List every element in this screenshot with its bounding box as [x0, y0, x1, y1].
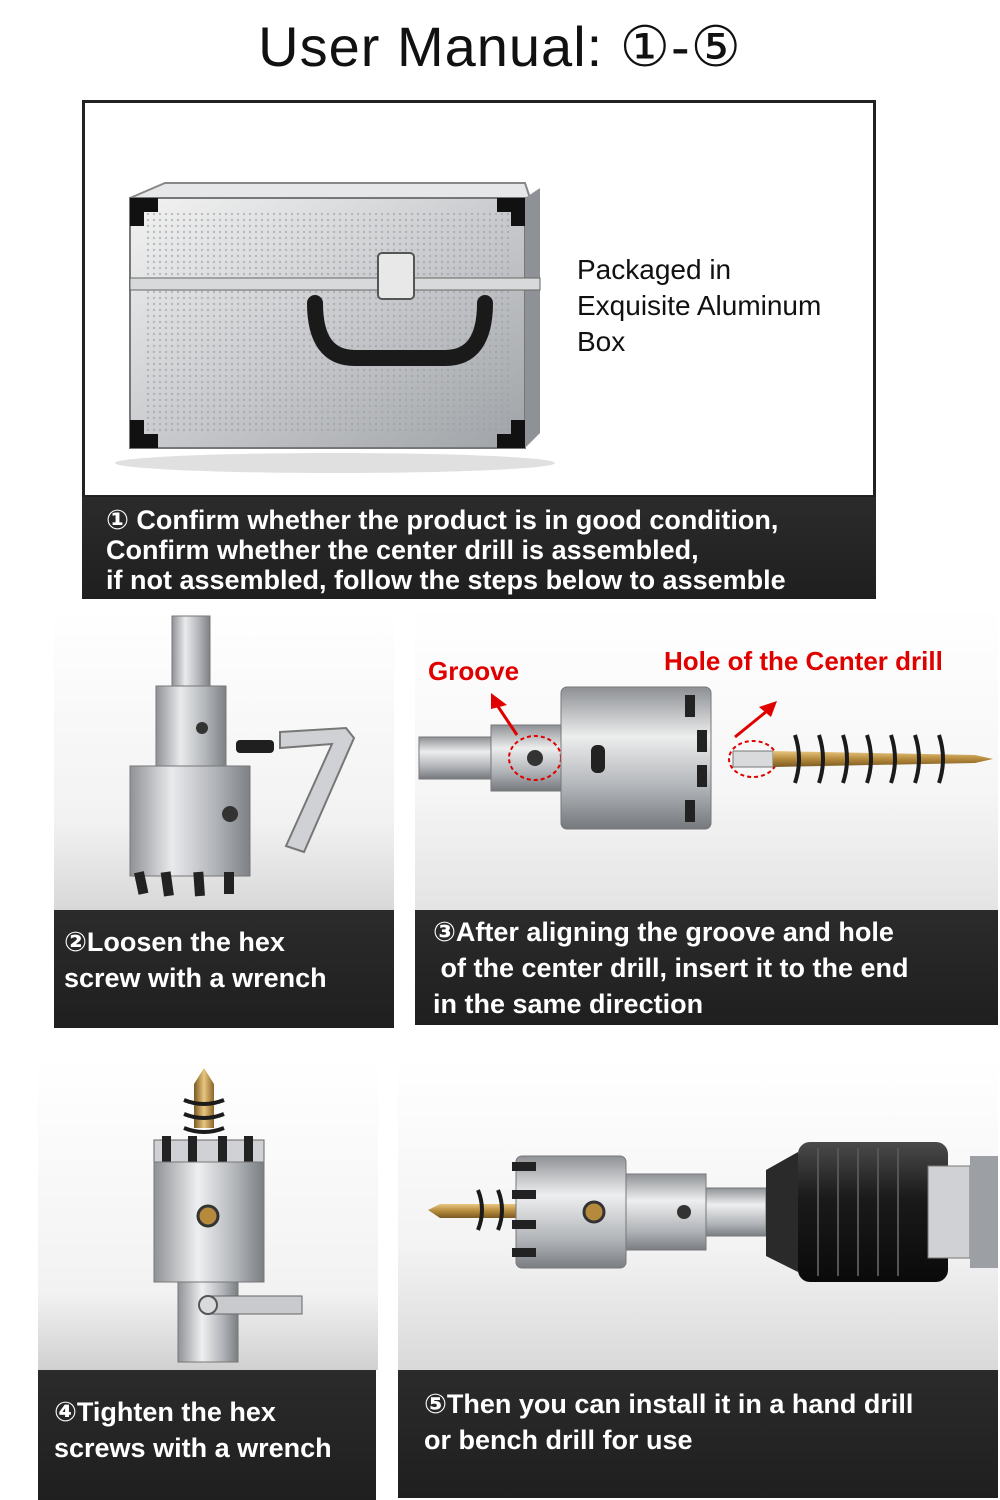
page-title: User Manual: ①-⑤: [258, 15, 742, 78]
packaging-label: [577, 252, 821, 360]
caption-line: ②Loosen the hex: [64, 927, 285, 957]
hole-saw-image: [398, 1060, 998, 1370]
step1-caption: [82, 497, 876, 599]
caption-line: screw with a wrench: [64, 963, 327, 993]
step5-image-panel: [398, 1060, 998, 1370]
groove-label: Groove: [428, 656, 520, 686]
center-drill-hole-label: Hole of the Center drill: [664, 646, 943, 676]
hand-drill-chuck-image: [766, 1142, 998, 1282]
caption-line: ③After aligning the groove and hole: [433, 917, 894, 947]
packaging-label-line: Packaged in: [577, 254, 732, 285]
caption-line: Confirm whether the center drill is assembled,: [106, 535, 699, 565]
caption-line: of the center drill, insert it to the end: [433, 953, 909, 983]
step2-image-panel: [54, 610, 394, 910]
step4-image-panel: [38, 1060, 378, 1370]
hole-saw-image: [54, 610, 394, 910]
step3-caption: [415, 910, 998, 1025]
caption-line: in the same direction: [433, 989, 704, 1019]
step4-caption: [38, 1370, 376, 1500]
caption-line: ④Tighten the hex: [54, 1397, 276, 1427]
packaging-label-line: Box: [577, 326, 626, 357]
caption-line: if not assembled, follow the steps below to assemble: [106, 565, 786, 595]
center-drill-image: [773, 735, 993, 783]
step2-caption: [54, 910, 394, 1028]
caption-line: screws with a wrench: [54, 1433, 332, 1463]
packaging-label-line: Exquisite Aluminum: [577, 290, 822, 321]
step5-caption: [398, 1370, 998, 1498]
hex-wrench-image: [280, 728, 354, 852]
hole-saw-image: [38, 1060, 378, 1370]
caption-line: ⑤Then you can install it in a hand drill: [424, 1389, 914, 1419]
caption-line: ① Confirm whether the product is in good condition,: [106, 505, 779, 535]
caption-line: or bench drill for use: [424, 1425, 693, 1455]
